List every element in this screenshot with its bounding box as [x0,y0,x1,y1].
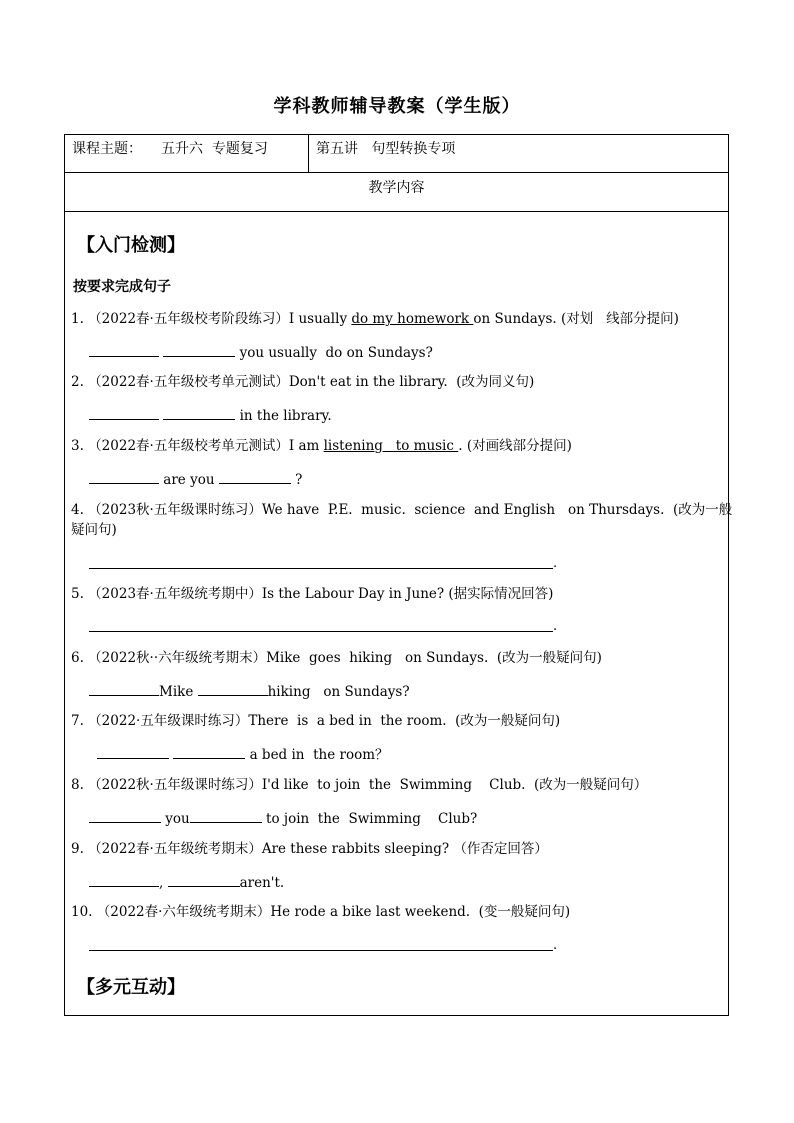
page-title: 学科教师辅导教案（学生版） [273,96,521,117]
question-7: 7. （2022·五年级课时练习）There is a bed in the room. (改为一般疑问句) [71,713,561,729]
question-6: 6. （2022秋··六年级统考期末）Mike goes hiking on Sundays. (改为一般疑问句) [71,650,602,666]
answer-1: you usually do on Sundays? [89,342,433,362]
question-9: 9. （2022春·五年级统考期末）Are these rabbits sleeping? （作否定回答） [71,841,548,857]
answer-blank[interactable] [97,744,169,759]
answer-7: a bed in the room？ [97,744,389,764]
question-10: 10. （2022春·六年级统考期末）He rode a bike last weekend. (变一般疑问句) [71,904,571,920]
question-4: 4. （2023秋·五年级课时练习）We have P.E. music. science and English on Thursdays. (改为一般 [71,502,733,518]
question-5: 5. （2023春·五年级统考期中）Is the Labour Day in June? (据实际情况回答) [71,586,554,602]
answer-blank[interactable] [89,808,161,823]
answer-6: Mike hiking on Sundays? [89,681,410,701]
header-row [65,135,728,173]
answer-4-period: . [553,556,558,571]
answer-line-4[interactable] [89,568,553,569]
answer-2: in the library. [89,405,332,425]
content-label: 教学内容 [368,180,425,196]
answer-blank[interactable] [89,469,159,484]
question-2: 2. （2022春·五年级校考单元测试）Don't eat in the library. (改为同义句) [71,374,535,390]
section-heading-entry-test: 【入门检测】 [77,235,185,256]
answer-blank[interactable] [89,872,159,887]
answer-blank[interactable] [198,681,268,696]
answer-3: are you ? [89,469,302,489]
question-8: 8. （2022秋·五年级课时练习）I'd like to join the Swimming Club. (改为一般疑问句） [71,777,648,793]
answer-blank[interactable] [89,342,159,357]
topic-cell [65,135,309,172]
topic-value: 五升六 专题复习 [161,141,268,157]
answer-line-5[interactable] [89,631,553,632]
answer-blank[interactable] [190,808,262,823]
answer-5-period: . [553,619,558,634]
underlined-phrase: listening to music [323,438,459,454]
answer-blank[interactable] [163,342,235,357]
instruction: 按要求完成句子 [73,279,171,295]
answer-blank[interactable] [89,405,159,420]
question-3: 3. （2022春·五年级校考单元测试）I am listening to music . (对画线部分提问) [71,438,572,454]
content-header-row [65,173,728,212]
lesson-plan-table [64,134,733,1016]
answer-blank[interactable] [163,405,235,420]
answer-blank[interactable] [219,469,291,484]
lesson-cell [309,135,728,172]
answer-9: , aren't. [89,872,284,892]
question-1: 1. （2022春·五年级校考阶段练习）I usually do my homework on Sundays. (对划 线部分提问) [71,311,679,327]
answer-blank[interactable] [173,744,245,759]
answer-line-10[interactable] [89,950,553,951]
answer-8: you to join the Swimming Club? [89,808,477,828]
answer-10-period: . [553,938,558,953]
section-heading-interaction: 【多元互动】 [77,977,185,998]
answer-blank[interactable] [89,681,159,696]
question-4-cont: 疑问句) [71,522,117,538]
lesson-title: 第五讲 句型转换专项 [316,141,456,157]
underlined-phrase: do my homework [351,311,474,327]
answer-blank[interactable] [168,872,240,887]
topic-label: 课程主题： [72,141,142,157]
